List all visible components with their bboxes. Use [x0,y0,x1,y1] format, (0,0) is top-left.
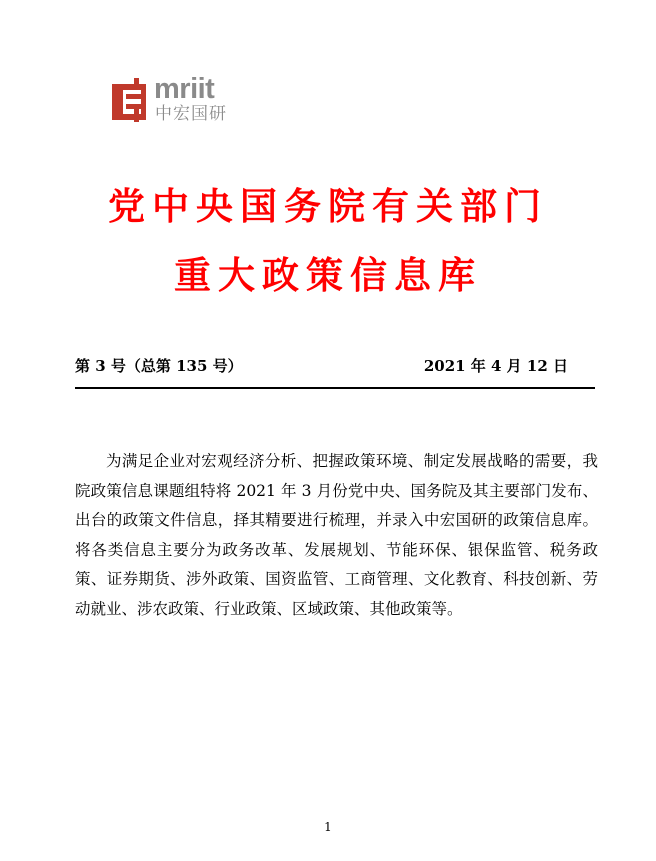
body-section [75,447,598,625]
page-number: 1 [324,820,332,834]
logo-mark-icon [110,78,148,122]
issue-number: 第 3 号（总第 135 号） [75,357,243,375]
issue-date: 2021 年 4 月 12 日 [423,357,568,375]
logo-name-cn: 中宏国研 [155,104,227,124]
document-title-line2: 重大政策信息库 [174,254,482,297]
logo [110,73,230,124]
document-title-line1: 党中央国务院有关部门 [108,185,548,228]
header-divider [75,387,595,389]
logo-wordmark: mriit [154,73,215,105]
body-paragraph: 为满足企业对宏观经济分析、把握政策环境、制定发展战略的需要，我院政策信息课题组特将 2021 年 3 月份党中央、国务院及其主要部门发布、出台的政策文件信息，择其精要进行梳理，并录入中宏国研的政策信息库。将各类信息主要分为政务改革、发展规划、节能环保、银保监管、税务政策、证券期货、涉外政策、国资监管、工商管理、文化教育、科技创新、劳动就业、涉农政策、行业政策、区域政策、其他政策等。 [75,452,598,618]
